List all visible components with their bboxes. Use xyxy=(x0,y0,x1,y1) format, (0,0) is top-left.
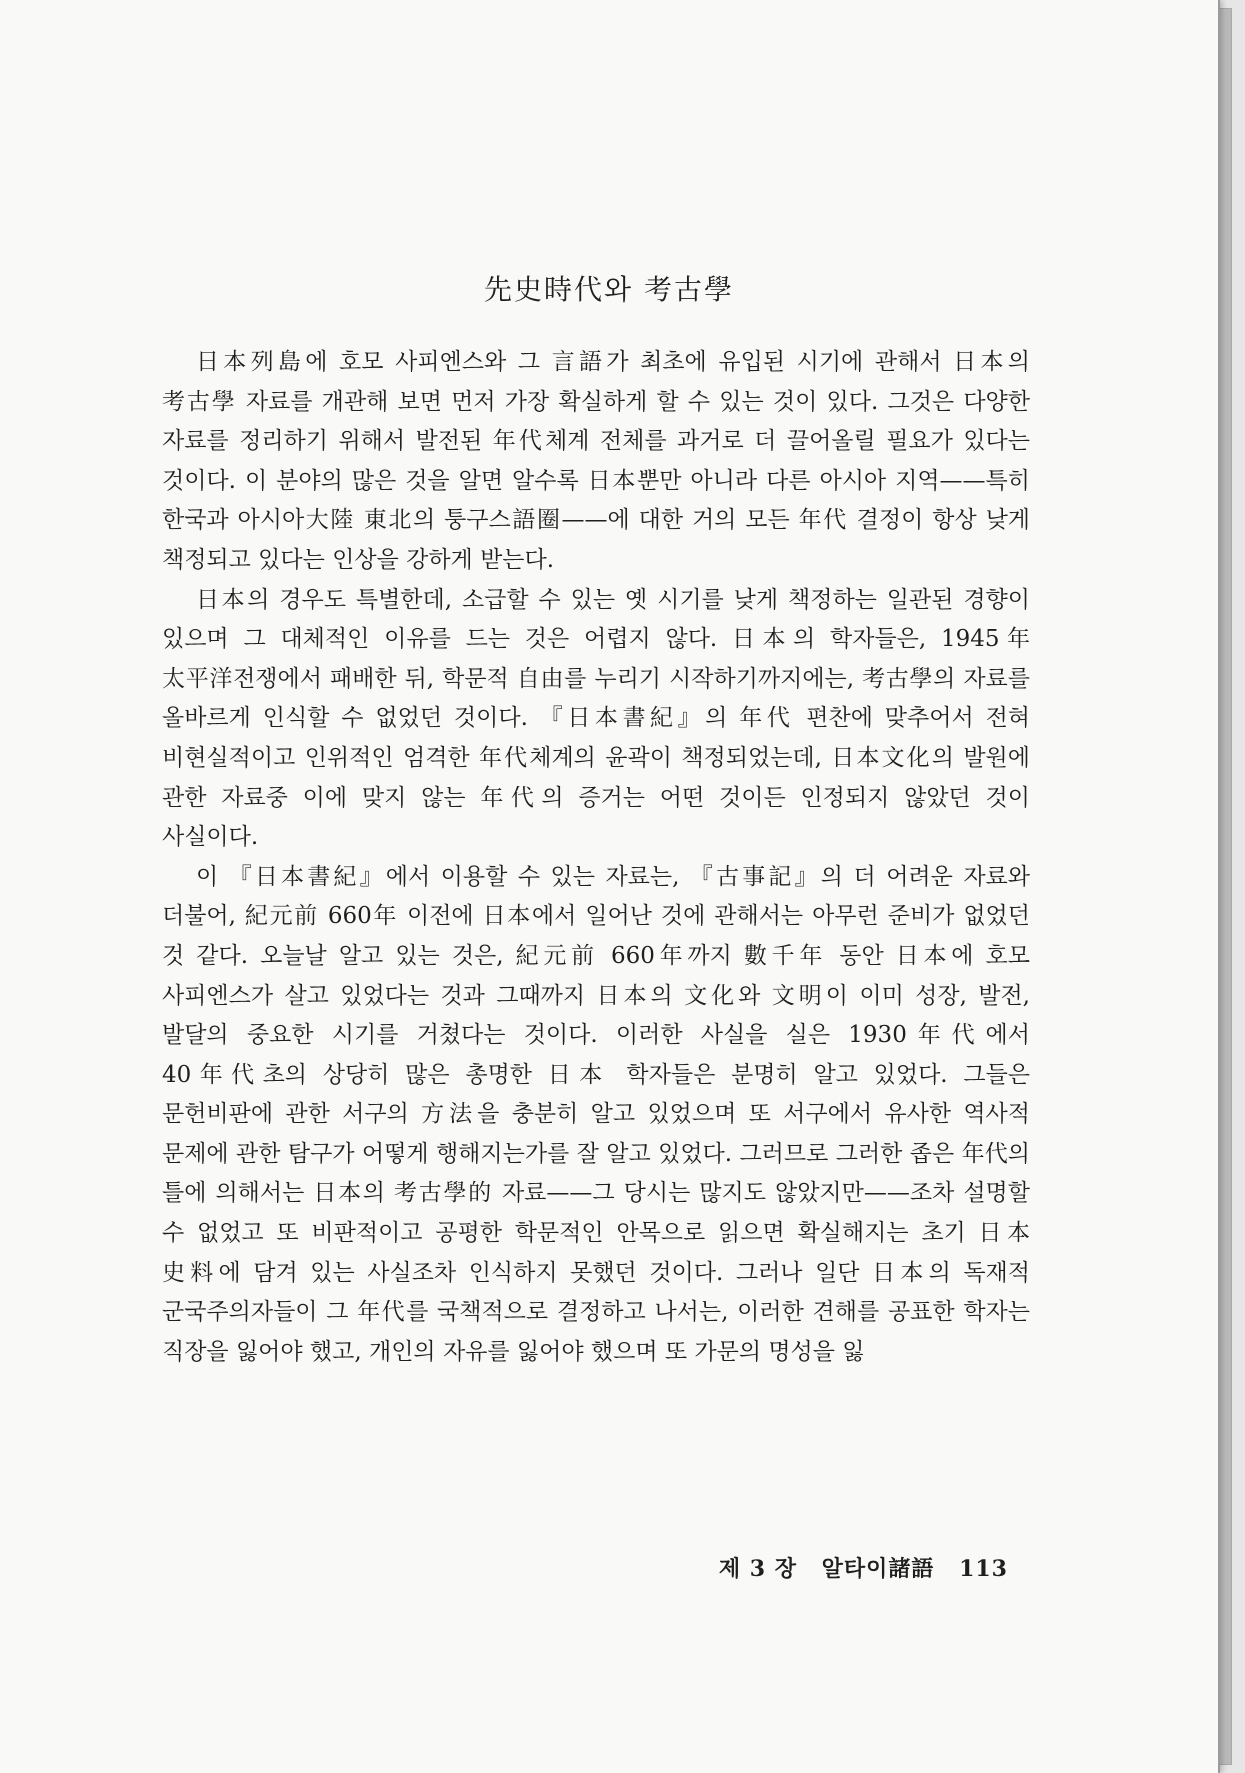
footer-chapter: 제 3 장 xyxy=(718,1556,797,1582)
running-footer xyxy=(719,1552,1008,1583)
footer-page-number: 113 xyxy=(959,1556,1008,1582)
section-title: 先史時代와 考古學 xyxy=(484,273,734,306)
footer-section: 알타이諸語 xyxy=(821,1556,935,1582)
body-text xyxy=(162,343,1030,1372)
paragraph-3: 이 『日本書紀』에서 이용할 수 있는 자료는, 『古事記』의 더 어려운 자료와 더불어, 紀元前 660年 이전에 日本에서 일어난 것에 관해서는 아무런 준비가 없었던 것 같다. 오늘날 알고 있는 것은, 紀元前 660年까지 數千年 동안 日本에 호모 사피엔스가 살고 있었다는 것과 그때까지 日本의 文化와 文明이 이미 성장, 발전, 발달의 중요한 시기를 거쳤다는 것이다. 이러한 사실을 실은 1930年代에서 40年代초의 상당히 많은 총명한 日本 학자들은 분명히 알고 있었다. 그들은 문헌비판에 관한 서구의 方法을 충분히 알고 있었으며 또 서구에서 유사한 역사적 문제에 관한 탐구가 어떻게 행해지는가를 잘 알고 있었다. 그러므로 그러한 좁은 年代의 틀에 의해서는 日本의 考古學的 자료——그 당시는 많지도 않았지만——조차 설명할 수 없었고 또 비판적이고 공평한 학문적인 안목으로 읽으면 확실해지는 초기 日本 史料에 담겨 있는 사실조차 인식하지 못했던 것이다. 그러나 일단 日本의 독재적 군국주의자들이 그 年代를 국책적으로 결정하고 나서는, 이러한 견해를 공표한 학자는 직장을 잃어야 했고, 개인의 자유를 잃어야 했으며 또 가문의 명성을 잃 xyxy=(162,863,1030,1365)
paragraph-1: 日本列島에 호모 사피엔스와 그 言語가 최초에 유입된 시기에 관해서 日本의 考古學 자료를 개관해 보면 먼저 가장 확실하게 할 수 있는 것이 있다. 그것은 다양한 자료를 정리하기 위해서 발전된 年代체계 전체를 과거로 더 끌어올릴 필요가 있다는 것이다. 이 분야의 많은 것을 알면 알수록 日本뿐만 아니라 다른 아시아 지역——특히 한국과 아시아大陸 東北의 퉁구스語圈——에 대한 거의 모든 年代 결정이 항상 낮게 책정되고 있다는 인상을 강하게 받는다. xyxy=(162,349,1030,573)
paragraph-2: 日本의 경우도 특별한데, 소급할 수 있는 옛 시기를 낮게 책정하는 일관된 경향이 있으며 그 대체적인 이유를 드는 것은 어렵지 않다. 日本의 학자들은, 1945年 太平洋전쟁에서 패배한 뒤, 학문적 自由를 누리기 시작하기까지에는, 考古學의 자료를 올바르게 인식할 수 없었던 것이다. 『日本書紀』의 年代 편찬에 맞추어서 전혀 비현실적이고 인위적인 엄격한 年代체계의 윤곽이 책정되었는데, 日本文化의 발원에 관한 자료중 이에 맞지 않는 年代의 증거는 어떤 것이든 인정되지 않았던 것이 사실이다. xyxy=(162,586,1030,851)
